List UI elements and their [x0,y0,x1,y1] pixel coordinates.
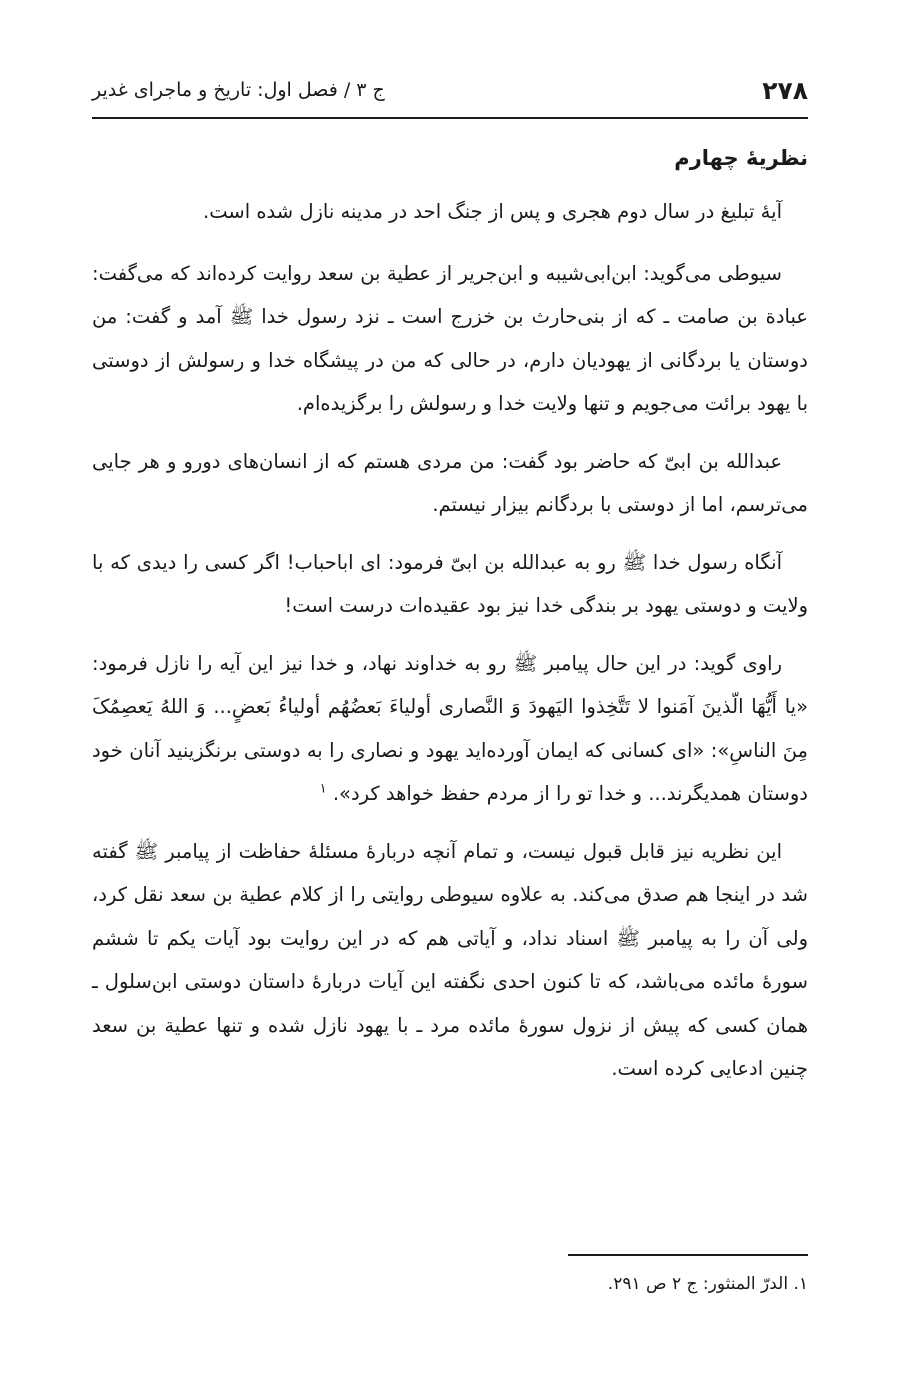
section-title: نظریهٔ چهارم [674,146,808,170]
header-rule [92,117,808,119]
page-header [92,70,808,110]
running-head: ج ۳ / فصل اول: تاریخ و ماجرای غدیر [92,79,385,101]
footnote-reference: ۱ [319,781,327,797]
body-text [92,190,808,1105]
paragraph-5-text: راوی گوید: در این حال پیامبر ﷺ رو به خداوند نهاد، و خدا نیز این آیه را نازل فرمود: «یا أَیُّهَا الّذینَ آمَنوا لا تَتَّخِذوا الیَهودَ وَ النَّصاری أولیاءَ بَعضُهُم أولیاءُ بَعضٍ... وَ اللهُ یَعصِمُکَ مِنَ الناسِ»: «ای کسانی که ایمان آورده‌اید یهود و نصاری را به دوستی برنگزینید آنان خود دوستان همدیگرند... و خدا تو را از مردم حفظ خواهد کرد». [92,651,808,805]
paragraph-5 [92,642,808,816]
page-number: ۲۷۸ [762,75,808,105]
paragraph-3: عبدالله بن ابیّ که حاضر بود گفت: من مردی هستم که از انسان‌های دورو و هر جایی می‌ترسم، اما از دوستی با بردگانم بیزار نیستم. [92,449,808,516]
paragraph-6: این نظریه نیز قابل قبول نیست، و تمام آنچه دربارهٔ مسئلهٔ حفاظت از پیامبر ﷺ گفته شد در اینجا هم صدق می‌کند. به علاوه سیوطی روایتی را از کلام عطیة بن سعد نقل کرد، ولی آن را به پیامبر ﷺ اسناد نداد، و آیاتی هم که در این روایت بود آیات یکم تا ششم سورهٔ مائده می‌باشد، که تا کنون احدی نگفته این آیات دربارهٔ داستان دوستی ابن‌سلول ـ همان کسی که پیش از نزول سورهٔ مائده مرد ـ با یهود نازل شده و تنها عطیة بن سعد چنین ادعایی کرده است. [92,839,808,1080]
paragraph-4: آنگاه رسول خدا ﷺ رو به عبدالله بن ابیّ فرمود: ای اباحباب! اگر کسی را دیدی که با ولایت و دوستی یهود بر بندگی خدا نیز بود عقیده‌ات درست است! [92,550,808,617]
paragraph-1: آیهٔ تبلیغ در سال دوم هجری و پس از جنگ احد در مدینه نازل شده است. [203,200,782,223]
footnote: ۱. الدرّ المنثور: ج ۲ ص ۲۹۱. [607,1274,808,1294]
book-page [92,0,808,1390]
footnote-rule [568,1254,808,1256]
paragraph-2: سیوطی می‌گوید: ابن‌ابی‌شیبه و ابن‌جریر از عطیة بن سعد روایت کرده‌اند که می‌گفت: عبادة بن صامت ـ که از بنی‌حارث بن خزرج است ـ نزد رسول خدا ﷺ آمد و گفت: من دوستان یا بردگانی از یهودیان دارم، در حالی که من در پیشگاه خدا و رسولش از دوستی با یهود برائت می‌جویم و تنها ولایت خدا و رسولش را برگزیده‌ام. [92,261,808,415]
